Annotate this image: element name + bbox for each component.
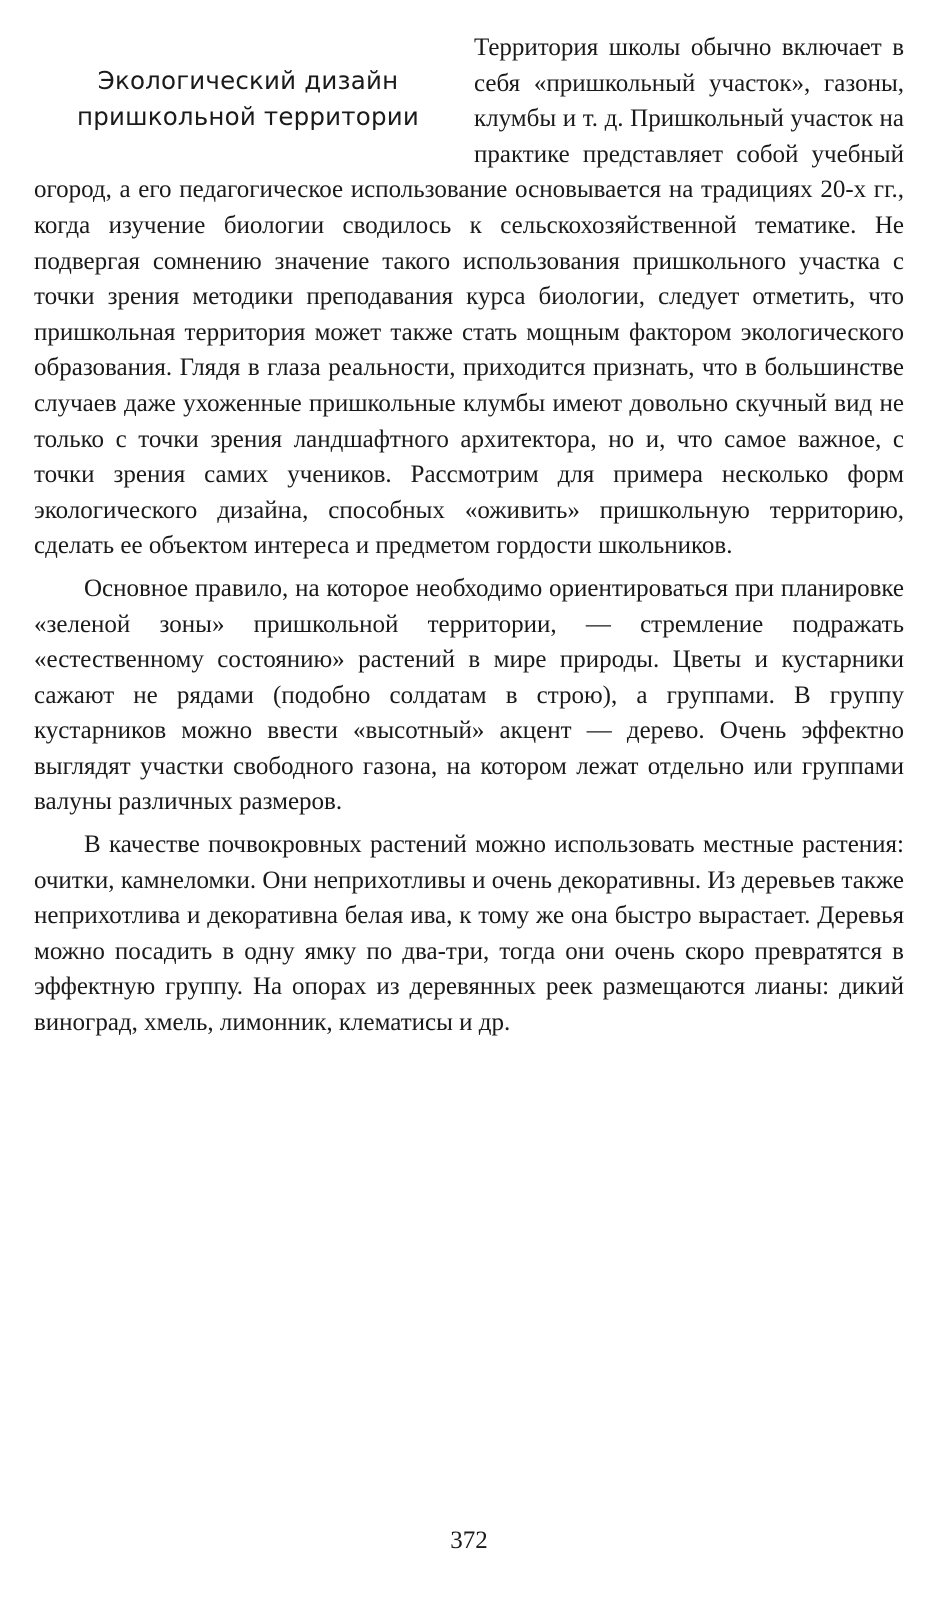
book-page [34,30,904,1560]
section-heading-block [34,30,462,172]
paragraph-2: Основное правило, на которое необходимо ориентироваться при планировке «зеленой зоны» пришкольной территории, — стремление подражать «естественному состоянию» растений в мире природы. Цветы и кустарники сажают не рядами (подобно солдатам в строю), а группами. В группу кустарников можно ввести «высотный» акцент — дерево. Очень эффектно выглядят участки свободного газона, на котором лежат отдельно или группами валуны различных размеров. [34,574,904,816]
section-heading [34,63,462,134]
page-number: 372 [450,1527,488,1554]
paragraph-3: В качестве почвокровных растений можно использовать местные растения: очитки, камнеломки. Они неприхотливы и очень декоративны. Из деревьев также неприхотлива и декоративна белая ива, к тому же она быстро вырастает. Деревья можно посадить в одну ямку по два-три, тогда они очень скоро превратятся в эффектную группу. На опорах из деревянных реек размещаются лианы: дикий виноград, хмель, лимонник, клематисы и др. [34,831,904,1037]
paragraph-1: Территория школы обычно включает в себя «пришкольный участок», газоны, клумбы и т. д. Пришкольный участок на практике представляет собой учебный огород, а его педагогическое использование основывается на традициях 20-х гг., когда изучение биологии сводилось к сельскохозяйственной тематике. Не подвергая сомнению значение такого использования пришкольного участка с точки зрения методики преподавания курса биологии, следует отметить, что пришкольная территория может также стать мощным фактором экологического образования. Глядя в глаза реальности, приходится признать, что в большинстве случаев даже ухоженные пришкольные клумбы имеют довольно скучный вид не только с точки зрения ландшафтного архитектора, но и, что самое важное, с точки зрения самих учеников. Рассмотрим для примера несколько форм экологического дизайна, способных «оживить» пришкольную территорию, сделать ее объектом интереса и предметом гордости школьников. [34,34,904,560]
section-heading-line-2: пришкольной территории [77,101,419,131]
page-text [34,30,904,1041]
section-heading-line-1: Экологический дизайн [97,66,399,95]
